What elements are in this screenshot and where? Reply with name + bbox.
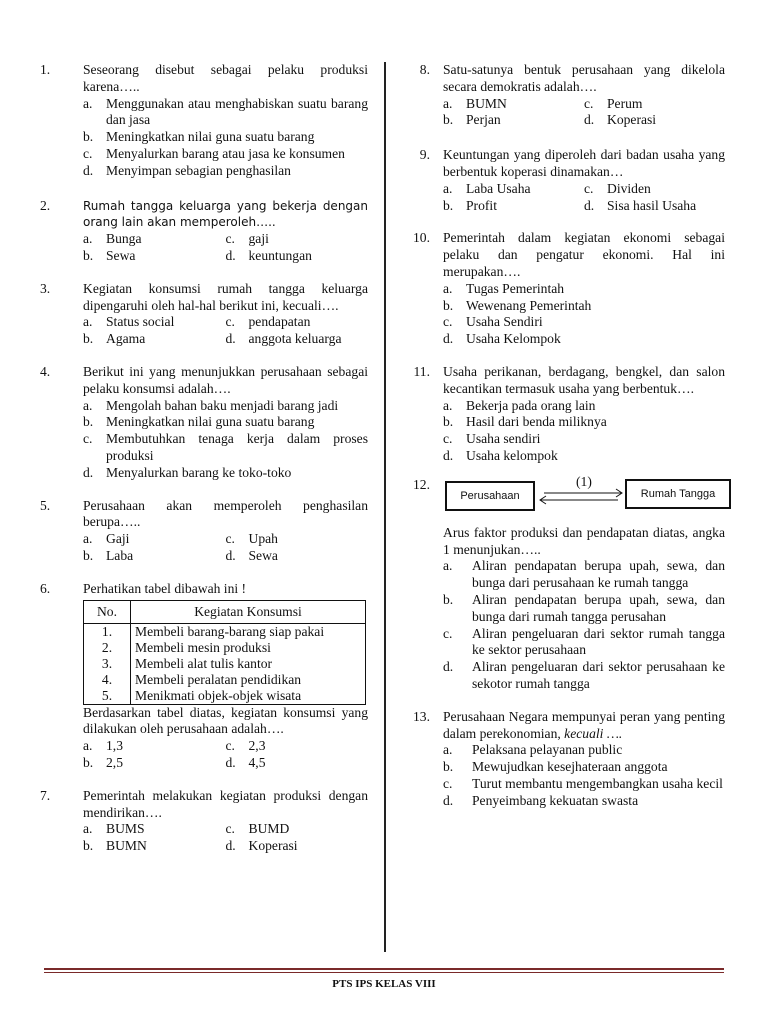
- option-d[interactable]: d. Penyeimbang kekuatan swasta: [443, 792, 639, 808]
- question-stem: Pemerintah melakukan kegiatan produksi dengan mendirikan….: [83, 787, 368, 820]
- question-number: 6.: [40, 580, 51, 596]
- question-9: [400, 147, 725, 214]
- option-c[interactable]: c. Usaha Sendiri: [443, 314, 543, 330]
- question-6: [40, 581, 368, 772]
- box-perusahaan: Perusahaan: [445, 481, 535, 511]
- option-a[interactable]: a. 1,3: [83, 738, 123, 754]
- question-stem: Berikut ini yang menunjukkan perusahaan sebagai pelaku konsumsi adalah….: [83, 363, 368, 396]
- question-stem: Perusahaan akan memperoleh penghasilan berupa…..: [83, 497, 368, 530]
- question-number: 2.: [40, 197, 51, 213]
- table-row: 1. Membeli barang-barang siap pakai: [84, 623, 366, 640]
- question-stem: Perhatikan tabel dibawah ini !: [83, 580, 247, 596]
- question-3: [40, 281, 368, 348]
- question-stem: Arus faktor produksi dan pendapatan diatas, angka 1 menunjukan…..: [443, 524, 725, 557]
- question-number: 9.: [419, 147, 430, 163]
- question-number: 13.: [413, 708, 430, 724]
- option-d[interactable]: d. 4,5: [225, 754, 266, 770]
- footer-label: PTS IPS KELAS VIII: [332, 978, 436, 990]
- question-stem: Seseorang disebut sebagai pelaku produksi karena…..: [83, 62, 368, 94]
- option-d[interactable]: d. Menyalurkan barang ke toko-toko: [83, 464, 292, 480]
- option-a[interactable]: a. Pelaksana pelayanan public: [443, 742, 623, 758]
- question-number: 5.: [40, 497, 51, 513]
- table-row: 3. Membeli alat tulis kantor: [84, 656, 366, 672]
- question-stem: Perusahaan Negara mempunyai peran yang penting dalam perekonomian, kecuali ….: [443, 708, 725, 741]
- footer-rule-thin: [44, 972, 724, 973]
- option-b[interactable]: b. Mewujudkan kesejhateraan anggota: [443, 759, 668, 775]
- option-b[interactable]: b. 2,5: [83, 754, 123, 770]
- left-column: [40, 62, 368, 855]
- option-a[interactable]: a. Mengolah bahan baku menjadi barang jadi: [83, 397, 339, 413]
- question-number: 8.: [419, 62, 430, 77]
- question-13: [400, 709, 725, 810]
- option-d[interactable]: d. anggota keluarga: [225, 331, 342, 347]
- double-arrow-icon: [536, 488, 626, 508]
- question-stem: Rumah tangga keluarga yang bekerja dengan orang lain akan memperoleh…..: [83, 198, 368, 230]
- option-c[interactable]: c. Membutuhkan tenaga kerja dalam proses produksi: [83, 431, 368, 463]
- option-c[interactable]: c. pendapatan: [225, 314, 311, 330]
- option-c[interactable]: c. Usaha sendiri: [443, 431, 541, 447]
- right-column: [400, 62, 725, 809]
- question-5: [40, 498, 368, 565]
- option-b[interactable]: b. Wewenang Pemerintah: [443, 297, 592, 313]
- table-row: 2. Membeli mesin produksi: [84, 640, 366, 656]
- arrow-label: (1): [576, 473, 592, 489]
- question-stem: Pemerintah dalam kegiatan ekonomi sebagai pelaku dan pengatur ekonomi. Hal ini merupakan….: [443, 230, 725, 279]
- option-d[interactable]: d. Sisa hasil Usaha: [584, 197, 697, 213]
- question-4: [40, 364, 368, 482]
- question-number: 12.: [413, 476, 430, 492]
- option-c[interactable]: c. Turut membantu mengembangkan usaha kecil: [443, 775, 723, 791]
- option-d[interactable]: d. Koperasi: [225, 838, 298, 854]
- question-number: 10.: [413, 230, 430, 246]
- table-header-no: No.: [84, 600, 131, 623]
- question-number: 7.: [40, 787, 51, 803]
- option-d[interactable]: d. Menyimpan sebagian penghasilan: [83, 162, 291, 178]
- option-a[interactable]: a. Status social: [83, 314, 175, 330]
- option-b[interactable]: b. Laba: [83, 547, 134, 563]
- question-7: [40, 788, 368, 855]
- table-row: 4. Membeli peralatan pendidikan: [84, 672, 366, 688]
- option-b[interactable]: b. Agama: [83, 331, 146, 347]
- option-b[interactable]: b. Aliran pendapatan berupa upah, sewa, dan bunga dari rumah tangga perusahan: [443, 591, 725, 624]
- question-number: 4.: [40, 363, 51, 379]
- circular-flow-diagram: [443, 473, 725, 525]
- option-b[interactable]: b. Hasil dari benda miliknya: [443, 414, 607, 430]
- option-d[interactable]: d. Usaha kelompok: [443, 447, 558, 463]
- option-c[interactable]: c. Perum: [584, 95, 643, 111]
- option-d[interactable]: d. Sewa: [225, 547, 278, 563]
- option-b[interactable]: b. Perjan: [443, 112, 501, 128]
- footer-rule: [44, 968, 724, 970]
- option-c[interactable]: c. gaji: [225, 231, 269, 247]
- option-c[interactable]: c. Aliran pengeluaran dari sektor rumah tangga ke sektor perusahaan: [443, 625, 725, 658]
- option-c[interactable]: c. Upah: [225, 531, 278, 547]
- option-c[interactable]: c. 2,3: [225, 738, 266, 754]
- option-d[interactable]: d. Aliran pengeluaran dari sektor perusahaan ke sekotor rumah tangga: [443, 659, 725, 691]
- option-a[interactable]: a. BUMS: [83, 821, 145, 837]
- table-header-kegiatan: Kegiatan Konsumsi: [131, 600, 366, 623]
- question-number: 11.: [413, 363, 430, 379]
- question-1: [40, 62, 368, 180]
- option-c[interactable]: c. BUMD: [225, 821, 290, 837]
- question-stem: Usaha perikanan, berdagang, bengkel, dan salon kecantikan termasuk usaha yang berbentuk….: [443, 363, 725, 396]
- option-a[interactable]: a. Bunga: [83, 231, 142, 247]
- option-a[interactable]: a. Tugas Pemerintah: [443, 280, 565, 296]
- option-c[interactable]: c. Dividen: [584, 180, 651, 196]
- question-stem-followup: Berdasarkan tabel diatas, kegiatan konsumsi yang dilakukan oleh perusahaan adalah….: [83, 704, 368, 737]
- question-stem: Satu-satunya bentuk perusahaan yang dikelola secara demokratis adalah….: [443, 62, 725, 94]
- option-b[interactable]: b. Profit: [443, 197, 497, 213]
- question-number: 1.: [40, 62, 51, 77]
- option-b[interactable]: b. Meningkatkan nilai guna suatu barang: [83, 129, 315, 145]
- table-row: 5. Menikmati objek-objek wisata: [84, 688, 366, 705]
- question-stem: Keuntungan yang diperoleh dari badan usaha yang berbentuk koperasi dinamakan…: [443, 147, 725, 179]
- box-rumah-tangga: Rumah Tangga: [625, 479, 731, 509]
- option-d[interactable]: d. Usaha Kelompok: [443, 331, 561, 347]
- option-a[interactable]: a. Laba Usaha: [443, 180, 531, 196]
- option-c[interactable]: c. Menyalurkan barang atau jasa ke konsumen: [83, 145, 345, 161]
- option-b[interactable]: b. Sewa: [83, 247, 136, 263]
- option-a[interactable]: a. BUMN: [443, 95, 507, 111]
- option-d[interactable]: d. Koperasi: [584, 112, 657, 128]
- option-b[interactable]: b. Meningkatkan nilai guna suatu barang: [83, 414, 315, 430]
- question-number: 3.: [40, 280, 51, 296]
- question-11: [400, 364, 725, 465]
- option-b[interactable]: b. BUMN: [83, 838, 147, 854]
- option-a[interactable]: a. Bekerja pada orang lain: [443, 397, 596, 413]
- question-2: [40, 198, 368, 265]
- option-d[interactable]: d. keuntungan: [225, 247, 312, 263]
- column-divider: [384, 62, 386, 952]
- question-10: [400, 230, 725, 348]
- option-a[interactable]: a. Aliran pendapatan berupa upah, sewa, dan bunga dari perusahaan ke rumah tangga: [443, 558, 725, 591]
- question-12: [400, 473, 725, 693]
- option-a[interactable]: a. Menggunakan atau menghabiskan suatu barang dan jasa: [83, 95, 368, 128]
- consumption-table: [83, 600, 366, 705]
- question-8: [400, 62, 725, 129]
- option-a[interactable]: a. Gaji: [83, 531, 130, 547]
- question-stem: Kegiatan konsumsi rumah tangga keluarga dipengaruhi oleh hal-hal berikut ini, kecuali….: [83, 280, 368, 313]
